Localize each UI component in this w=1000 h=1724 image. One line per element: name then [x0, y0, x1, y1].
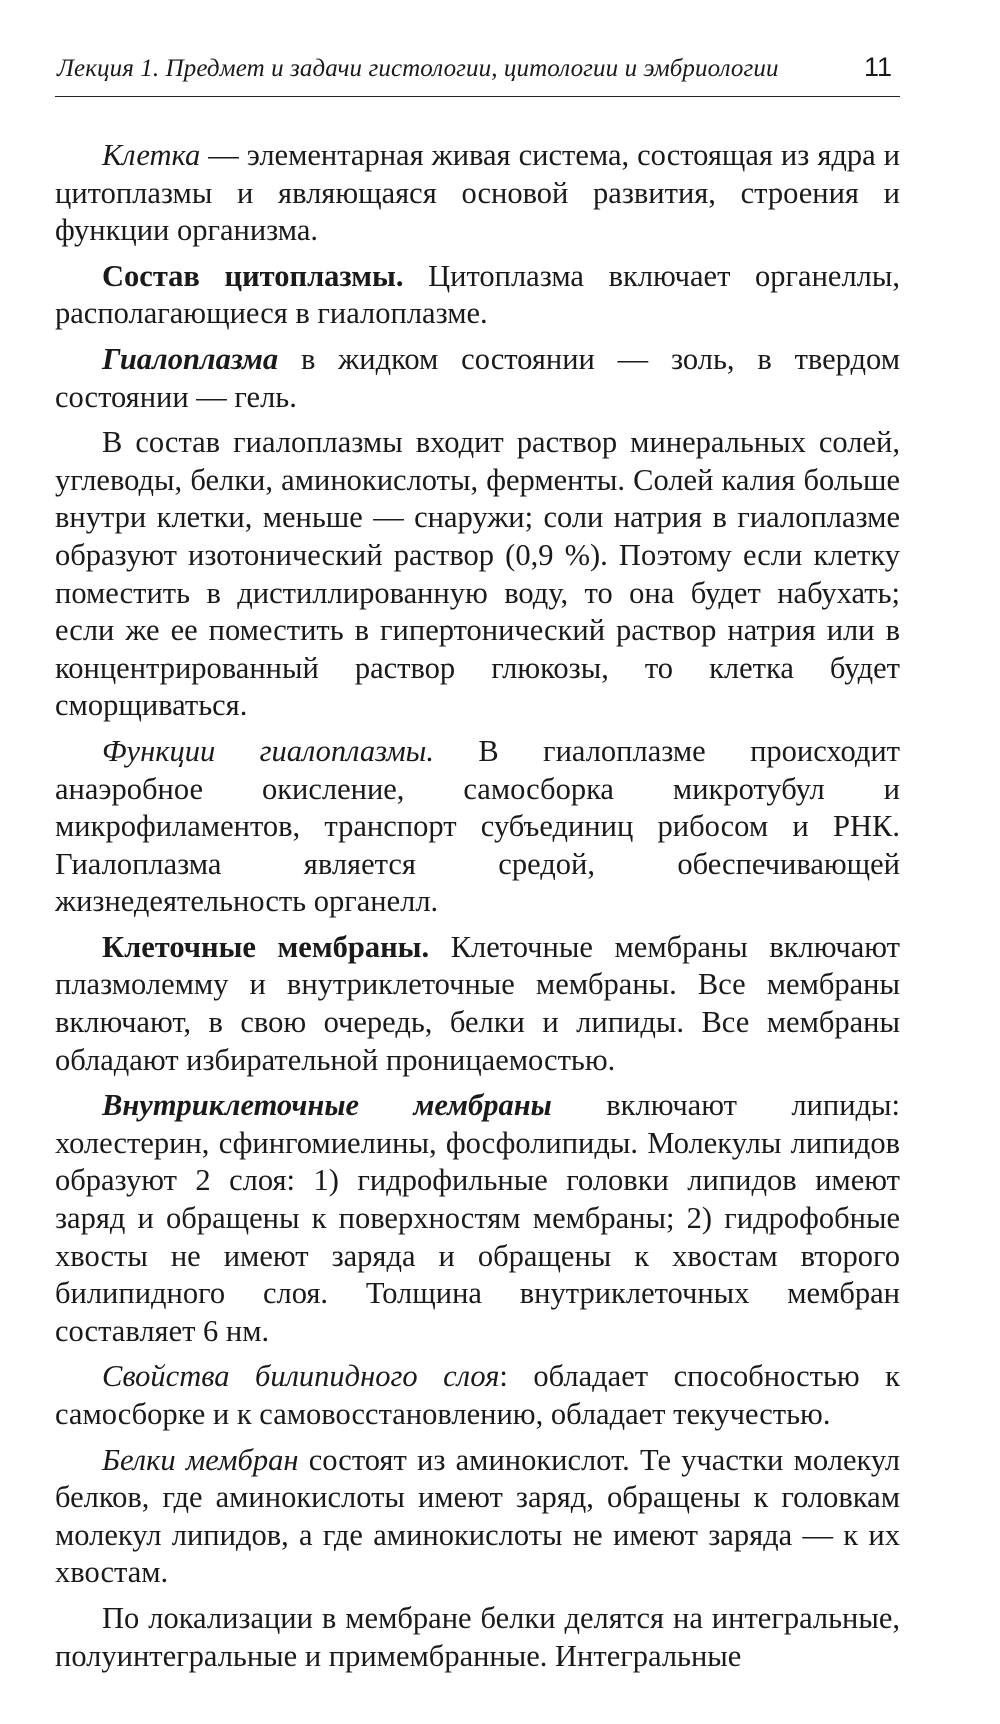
paragraph-text: в жидком состоянии — золь, в твердом состоянии — гель. — [55, 341, 900, 414]
paragraph-text: Клеточные мембраны включают плазмолемму и внутриклеточные мембраны. Все мембраны включают, в свою очередь, белки и липиды. Все мембраны обладают избирательной проницаемостью. — [55, 929, 900, 1077]
paragraph-text: : обладает способностью к самосборке и к самовосстановлению, обладает текучестью. — [55, 1359, 900, 1431]
paragraph-membrane-proteins — [55, 1442, 900, 1592]
paragraph-hyaloplasm — [55, 341, 900, 416]
paragraph-cell-membranes — [55, 929, 900, 1079]
paragraph-text: По локализации в мембране белки делятся на интегральные, полуинтегральные и примембранные. Интегральные — [55, 1600, 900, 1673]
running-header — [55, 52, 900, 97]
paragraph-hyaloplasm-functions — [55, 733, 900, 921]
term-italic: Свойства билипидного слоя — [102, 1359, 500, 1394]
term-italic: Клетка — [102, 138, 201, 172]
paragraph-text: включают липиды: холестерин, сфингомиелины, фосфолипиды. Молекулы липидов образуют 2 слоя: 1) гидрофильные головки липидов имеют заряд и обращены к поверхностям мембраны; 2) гидрофобные хвосты не имеют заряда и обращены к хвостам второго билипидного слоя. Толщина внутриклеточных мембран составляет 6 нм. — [55, 1088, 901, 1348]
paragraph-text: В гиалоплазме происходит анаэробное окисление, самосборка микротубул и микрофиламентов, транспорт субъединиц рибосом и РНК. Гиалоплазма является средой, обеспечивающей жизнедеятельность органелл. — [55, 733, 900, 919]
term-bold-italic: Внутриклеточные мембраны — [102, 1088, 552, 1123]
paragraph-bilipid-properties — [55, 1358, 900, 1433]
paragraph-cytoplasm-composition — [55, 258, 900, 333]
term-italic: Функции гиалоплазмы. — [102, 733, 434, 768]
paragraph-intracellular-membranes — [55, 1087, 900, 1350]
paragraph-protein-localization — [55, 1600, 900, 1675]
paragraph-text: — элементарная живая система, состоящая из ядра и цитоплазмы и являющаяся основой развития, строения и функции организма. — [55, 138, 900, 248]
paragraph-text: Цитоплазма включает органеллы, располагающиеся в гиалоплазме. — [55, 258, 901, 331]
term-italic: Белки мембран — [102, 1442, 299, 1477]
running-title: Лекция 1. Предмет и задачи гистологии, цитологии и эмбриологии — [57, 55, 779, 82]
paragraph-text: состоят из аминокислот. Те участки молекул белков, где аминокислоты имеют заряд, обращены к головкам молекул липидов, а где аминокислоты не имеют заряда — к их хвостам. — [55, 1442, 901, 1590]
page-number: 11 — [863, 52, 892, 82]
paragraph-hyaloplasm-composition — [55, 424, 900, 725]
book-page — [55, 52, 900, 1675]
heading-bold: Состав цитоплазмы. — [102, 258, 404, 293]
body-text — [55, 137, 900, 1675]
term-bold-italic: Гиалоплазма — [102, 341, 279, 376]
paragraph-cell-definition — [55, 137, 900, 250]
paragraph-text: В состав гиалоплазмы входит раствор минеральных солей, углеводы, белки, аминокислоты, ферменты. Солей калия больше внутри клетки, меньше — снаружи; соли натрия в гиалоплазме образуют изотонический раствор (0,9 %). Поэтому если клетку поместить в дистиллированную воду, то она будет набухать; если же ее поместить в гипертонический раствор натрия или в концентрированный раствор глюкозы, то клетка будет сморщиваться. — [55, 425, 900, 723]
heading-bold: Клеточные мембраны. — [102, 929, 430, 964]
